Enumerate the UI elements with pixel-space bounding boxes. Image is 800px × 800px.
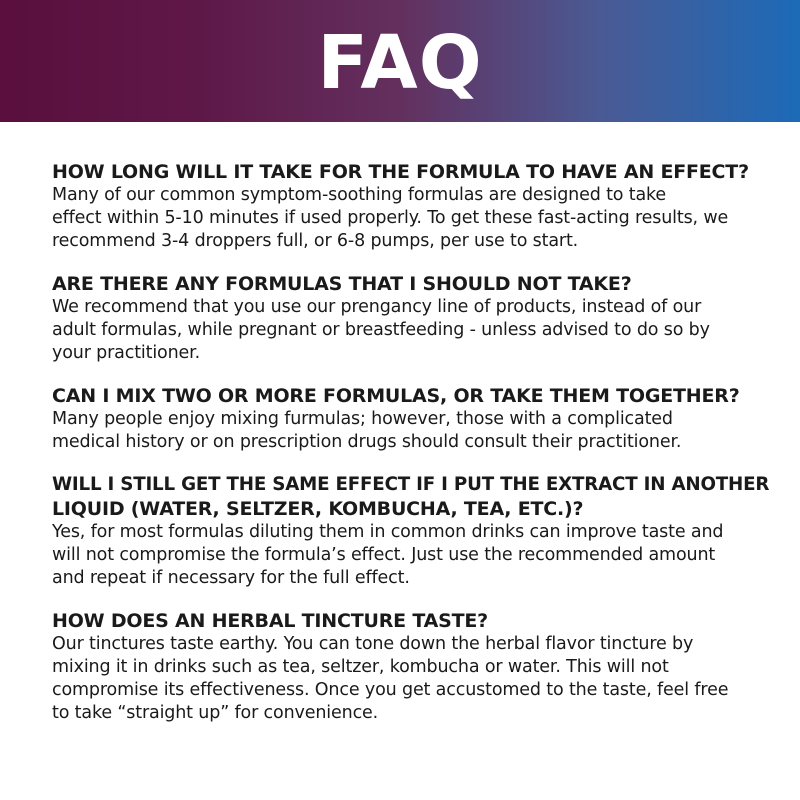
answer-line: mixing it in drinks such as tea, seltzer, kombucha or water. This will not <box>52 657 669 677</box>
question-line: WILL I STILL GET THE SAME EFFECT IF I PUT THE EXTRACT IN ANOTHER <box>52 474 770 495</box>
page-title: FAQ <box>317 20 483 106</box>
answer-line: Many people enjoy mixing furmulas; however, those with a complicated <box>52 409 673 429</box>
faq-answer <box>52 521 762 590</box>
question-line: ARE THERE ANY FORMULAS THAT I SHOULD NOT TAKE? <box>52 273 632 295</box>
faq-item <box>52 272 762 365</box>
question-line: HOW LONG WILL IT TAKE FOR THE FORMULA TO HAVE AN EFFECT? <box>52 161 749 183</box>
faq-item <box>52 473 770 590</box>
faq-list <box>52 160 770 744</box>
answer-line: your practitioner. <box>52 343 201 363</box>
faq-answer <box>52 408 762 454</box>
question-line: HOW DOES AN HERBAL TINCTURE TASTE? <box>52 610 488 632</box>
faq-question <box>52 384 762 408</box>
faq-question <box>52 609 762 633</box>
faq-answer <box>52 296 762 365</box>
answer-line: We recommend that you use our prengancy line of products, instead of our <box>52 297 702 317</box>
faq-item <box>52 609 762 725</box>
faq-item <box>52 384 762 454</box>
answer-line: compromise its effectiveness. Once you get accustomed to the taste, feel free <box>52 680 729 700</box>
header-banner <box>0 0 800 122</box>
faq-item <box>52 160 762 253</box>
faq-answer <box>52 633 762 725</box>
question-line: LIQUID (WATER, SELTZER, KOMBUCHA, TEA, ETC.)? <box>52 498 584 520</box>
answer-line: medical history or on prescription drugs should consult their practitioner. <box>52 432 682 452</box>
faq-answer <box>52 184 762 253</box>
answer-line: Yes, for most formulas diluting them in common drinks can improve taste and <box>52 522 724 542</box>
answer-line: Many of our common symptom-soothing formulas are designed to take <box>52 185 667 205</box>
faq-question <box>52 272 762 296</box>
answer-line: Our tinctures taste earthy. You can tone down the herbal flavor tincture by <box>52 634 694 654</box>
answer-line: to take “straight up” for convenience. <box>52 703 379 723</box>
answer-line: and repeat if necessary for the full effect. <box>52 568 410 588</box>
question-line: CAN I MIX TWO OR MORE FORMULAS, OR TAKE THEM TOGETHER? <box>52 385 740 407</box>
answer-line: recommend 3-4 droppers full, or 6-8 pumps, per use to start. <box>52 231 579 251</box>
faq-question <box>52 473 770 521</box>
answer-line: effect within 5-10 minutes if used properly. To get these fast-acting results, we <box>52 208 729 228</box>
answer-line: adult formulas, while pregnant or breastfeeding - unless advised to do so by <box>52 320 710 340</box>
answer-line: will not compromise the formula’s effect. Just use the recommended amount <box>52 545 716 565</box>
faq-question <box>52 160 762 184</box>
